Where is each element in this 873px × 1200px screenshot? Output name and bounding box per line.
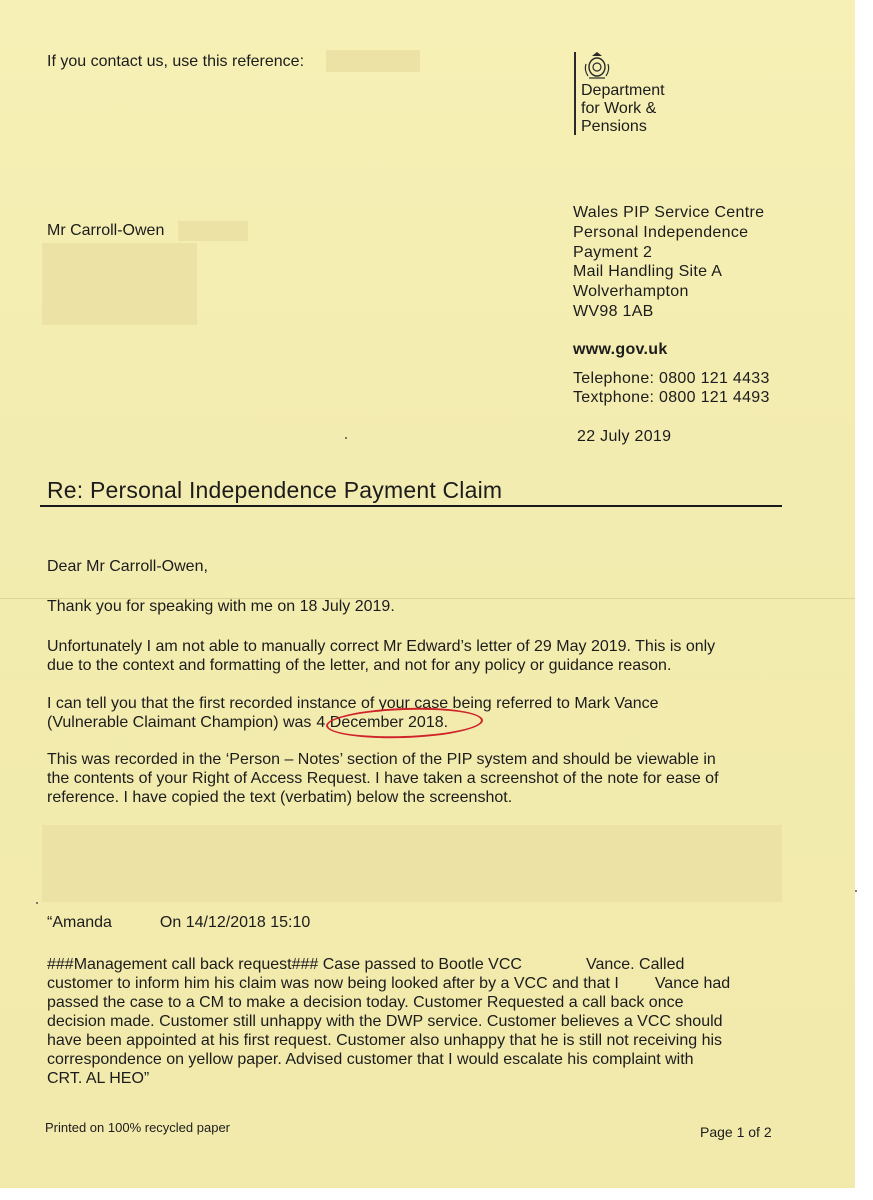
note-author: “Amanda	[47, 914, 112, 931]
note-header-line	[47, 913, 787, 932]
note-body	[47, 955, 787, 1088]
scan-margin-right	[855, 0, 873, 1200]
address-line: Wolverhampton	[573, 283, 689, 301]
note-text: Vance had	[654, 975, 731, 992]
royal-crest-icon	[583, 50, 611, 80]
screenshot-redaction	[42, 825, 782, 902]
recycled-paper-note: Printed on 100% recycled paper	[45, 1120, 231, 1135]
note-text: ###Management call back request### Case passed to Bootle VCC	[47, 956, 522, 973]
paragraph-line: Unfortunately I am not able to manually correct Mr Edward’s letter of 29 May 2019. This is only	[47, 638, 716, 655]
paragraph-line: I can tell you that the first recorded instance of your case being referred to Mark Vance	[47, 695, 659, 712]
letter-subject: Re: Personal Independence Payment Claim	[47, 477, 503, 503]
note-line	[47, 955, 787, 974]
reference-label: If you contact us, use this reference:	[47, 53, 305, 70]
paragraph-line: due to the context and formatting of the letter, and not for any policy or guidance reason.	[47, 657, 672, 674]
department-line-2: for Work &	[581, 100, 657, 117]
note-line: correspondence on yellow paper. Advised customer that I would escalate his complaint with	[47, 1051, 694, 1068]
paragraph-line: This was recorded in the ‘Person – Notes’ section of the PIP system and should be viewable in	[47, 751, 716, 768]
letter-date: 22 July 2019	[577, 428, 672, 445]
recipient-name: Mr Carroll-Owen	[47, 222, 165, 239]
scan-speck	[855, 890, 857, 892]
telephone-number: Telephone: 0800 121 4433	[573, 370, 770, 387]
paragraph-line: reference. I have copied the text (verbatim) below the screenshot.	[47, 789, 513, 806]
logo-divider	[574, 52, 576, 135]
textphone-number: Textphone: 0800 121 4493	[573, 389, 770, 406]
paragraph-4	[47, 750, 787, 807]
scan-speck	[36, 902, 38, 904]
address-line: Wales PIP Service Centre	[573, 204, 765, 221]
note-line: CRT. AL HEO”	[47, 1070, 150, 1087]
paragraph-2	[47, 637, 787, 675]
paragraph-1	[47, 597, 787, 616]
paragraph-line: the contents of your Right of Access Request. I have taken a screenshot of the note for ease of	[47, 770, 719, 787]
note-header	[47, 913, 787, 932]
scan-margin-bottom	[0, 1188, 873, 1200]
recipient-address-redaction	[42, 243, 197, 325]
paragraph-text: (Vulnerable Claimant Champion) was	[47, 714, 312, 731]
note-timestamp: On 14/12/2018 15:10	[159, 914, 311, 931]
salutation-text: Dear Mr Carroll-Owen,	[47, 558, 208, 575]
note-line: passed the case to a CM to make a decision today. Customer Requested a call back once	[47, 994, 684, 1011]
address-line: Payment 2	[573, 243, 653, 261]
note-line: decision made. Customer still unhappy with the DWP service. Customer believes a VCC should	[47, 1013, 723, 1030]
sender-phones	[573, 369, 770, 407]
department-name	[581, 82, 665, 136]
note-text: customer to inform him his claim was now being looked after by a VCC and that I	[47, 975, 619, 992]
recipient-name-redaction	[178, 221, 248, 241]
address-line: Personal Independence	[573, 223, 749, 241]
sender-website: www.gov.uk	[573, 341, 668, 358]
note-text: Vance. Called	[585, 956, 685, 973]
department-line-1: Department	[581, 82, 665, 99]
highlighted-date: 4 December 2018.	[316, 714, 449, 731]
sender-address	[573, 203, 764, 322]
address-line: Mail Handling Site A	[573, 263, 723, 281]
subject-underline	[40, 505, 782, 507]
scan-speck	[345, 437, 347, 439]
salutation	[47, 557, 787, 576]
paragraph-line: Thank you for speaking with me on 18 July 2019.	[47, 598, 395, 615]
note-line: have been appointed at his first request. Customer also unhappy that he is still not receiving his	[47, 1032, 723, 1049]
department-line-3: Pensions	[581, 118, 647, 135]
page-number: Page 1 of 2	[700, 1124, 772, 1140]
reference-redaction	[326, 50, 420, 72]
address-line: WV98 1AB	[573, 302, 654, 320]
note-line	[47, 974, 787, 993]
